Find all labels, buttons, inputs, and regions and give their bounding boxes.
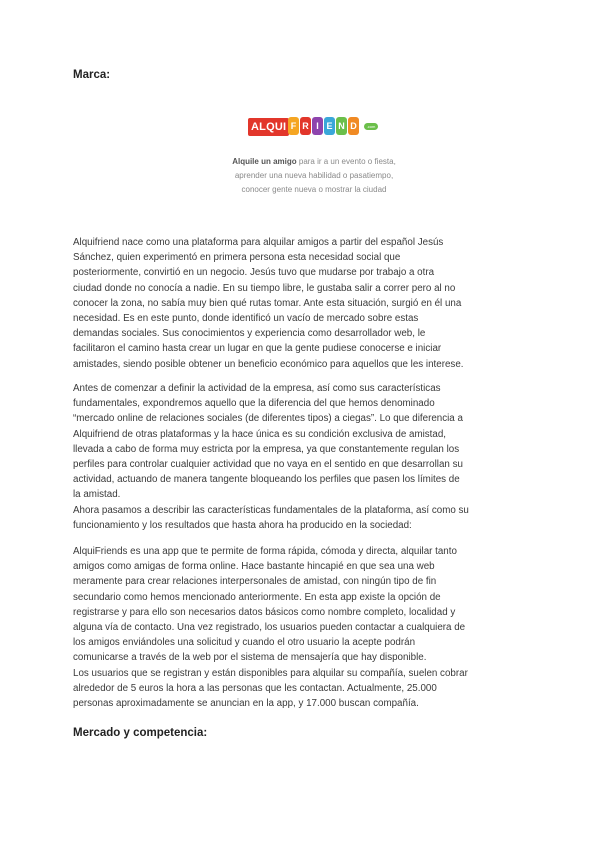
logo-letter: E [324, 117, 335, 135]
section-heading-marca: Marca: [73, 69, 111, 81]
paragraph-intro-features: Ahora pasamos a describir las características fundamentales de la plataforma, así como su funcionamiento y los resultados que hasta ahora ha producido en la sociedad: [73, 505, 469, 532]
logo-letter: I [312, 117, 323, 135]
logo-letter: F [288, 117, 299, 135]
logo-tagline [228, 155, 400, 197]
logo-letter: R [300, 117, 311, 135]
paragraph-app-description: AlquiFriends es una app que te permite de forma rápida, cómoda y directa, alquilar tanto amigos como amigas de forma online. Hace bastante hincapié en que sea una web meramente para crear relaciones interpersonales de amistad, con ningún tipo de fin secundario como hemos mencionado anteriormente. En esta app existe la opción de registrarse y para ello son necesarios datos básicos como nombre completo, localidad y alguna vía de contacto. Una vez registrado, los usuarios pueden contactar a cualquiera de los amigos enviándoles una solicitud y cuando el otro usuario la acepte podrán comunicarse a través de la web por el sistema de mensajería que hay disponible. Los usuarios que se registran y están disponibles para alquilar su compañía, suelen cobrar alrededor de 5 euros la hora a las personas que les contactan. Actualmente, 25.000 personas aproximadamente se anuncian en la app, y 17.000 buscan compañía. [73, 546, 468, 710]
logo-letter: D [348, 117, 359, 135]
logo-friend-letters [288, 117, 359, 135]
paragraph-difference: Antes de comenzar a definir la actividad de la empresa, así como sus características fundamentales, expondremos aquello que la diferencia del que hemos denominado “mercado online de relaciones sociales (de diferentes tipos) a ciegas”. Lo que diferencia a Alquifriend de otras plataformas y la hace única es su condición exclusiva de amistad, llevada a cabo de forma muy estricta por la empresa, ya que constantemente regulan los perfiles para controlar cualquier actividad que no vaya en el sentido en que desarrollan su actividad, actuando de manera tangente bloqueando los perfiles que pasen los límites de la amistad. [73, 383, 463, 501]
alquifriend-logo [248, 116, 378, 142]
logo-alqui-text: ALQUI [248, 118, 289, 136]
logo-dotcom-badge: .com [364, 123, 378, 130]
tagline-bold: Alquile un amigo [232, 157, 297, 166]
logo-letter: N [336, 117, 347, 135]
tagline-rest: para ir a un evento o fiesta, aprender una nueva habilidad o pasatiempo, conocer gente nueva o mostrar la ciudad [234, 157, 396, 194]
section-heading-mercado: Mercado y competencia: [73, 727, 208, 739]
paragraph-origin: Alquifriend nace como una plataforma para alquilar amigos a partir del español Jesús Sánchez, quien experimentó en primera persona esta necesidad social que posteriormente, convirtió en un negocio. Jesús tuvo que mudarse por trabajo a otra ciudad donde no conocía a nadie. En su tiempo libre, le gustaba salir a correr pero al no conocer la zona, no sabía muy bien qué rutas tomar. Ante esta situación, surgió en él una necesidad. Es en este punto, donde identificó un vacío de mercado sobre estas demandas sociales. Sus conocimientos y experiencia como desarrollador web, le facilitaron el camino hasta crear un lugar en que la gente pudiese conocerse e iniciar amistades, siendo posible obtener un beneficio económico para aquellos que les interese. [73, 237, 464, 370]
